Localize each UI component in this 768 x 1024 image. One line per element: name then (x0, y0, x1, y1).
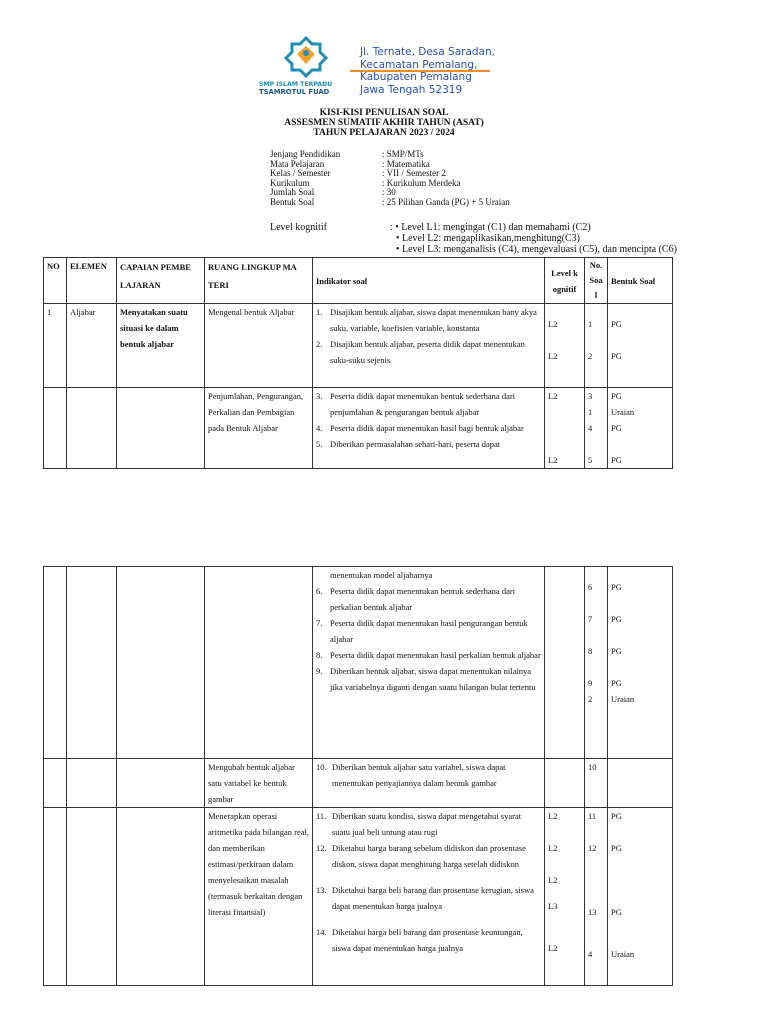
table-row: Menerapkan operasi aritmetika pada bilangan real, dan memberikan estimasi/perkiraan dalam menyelesaikan masalah (termasuk berkaitan dengan literasi finansial) 11. Diberikan suatu kondisi, siswa dapat mengetahui syarat suatu jual beli untung atau rugi 12. Diketahui harga barang sebelum didiskon dan prosentase diskon, siswa dapat menghitung harga setelah didiskon 13. Diketahui harga beli barang dan prosentase kerugian, siswa dapat menentukan harga jualnya 14. Diketahui harga beli barang dan prosentase keuntungan, siswa dapat menentukan harga jualnya L2 L2 L2 L3 L2 11 12 13 4 PG PG PG Uraian (44, 808, 673, 986)
kisi-table-page2 (43, 566, 673, 986)
school-logo (258, 36, 354, 98)
kognitif-levels: : • Level L1: mengingat (C1) dan memahami (C2) • Level L2: mengaplikasikan,menghitung(C3) • Level L3: menganalisis (C4), mengevaluasi (C5), dan mencipta (C6) (390, 222, 677, 255)
table-row: 1 Aljabar Menyatakan suatu situasi ke dalam bentuk aljabar Mengenal bentuk Aljabar 1. Disajikan bentuk aljabar, siswa dapat menentukan bany akya suku, variable, koefisien variable, konstanta 2. Disajikan bentuk aljabar, peserta didik dapat menentukan suku-suku sejenis L2 L2 1 2 PG PG (44, 304, 673, 388)
info-block: Jenjang Pendidikan : SMP/MTs Mata Pelajaran : Matematika Kelas / Semester : VII / Semester 2 Kurikulum : Kurikulum Merdeka Jumlah Soal : 30 Bentuk Soal : 25 Pilihan Ganda (PG) + 5 Uraian (270, 149, 510, 207)
svg-text:TSAMROTUL FUAD: TSAMROTUL FUAD (259, 88, 330, 96)
logo-emblem-icon (258, 36, 354, 98)
table-row: menentukan model aljabarnya 6. Peserta didik dapat menentukan bentuk sederhana dari perkalian bentuk aljabar 7. Peserta didik dapat menentukan hasil pengurangan bentuk aljabar 8. Peserta didik dapat menentukan hasil perkalian bentuk aljabar 9. Diberikan bentuk aljabar, siswa dapat menentukan nilainya jika variabelnya diganti dengan suatu bilangan bulat tertentu 6 7 8 9 2 PG PG PG PG Uraian (44, 567, 673, 759)
doc-title: KISI-KISI PENULISAN SOAL (319, 108, 449, 118)
kognitif-label: Level kognitif (270, 222, 327, 233)
table-row: Penjumlahan, Pengurangan, Perkalian dan Pembagian pada Bentuk Aljabar 3. Peserta didik dapat menentukan bentuk sederhana dari penjumlahan & pengurangan bentuk aljabar 4. Peserta didik dapat menentukan hasil bagi bentuk aljabar 5. Diberikan permasalahan sehari-hari, peserta dapat L2 L2 3 1 4 5 PG Uraian PG PG (44, 388, 673, 469)
doc-year: TAHUN PELAJARAN 2023 / 2024 (313, 128, 455, 138)
svg-text:SMP ISLAM TERPADU: SMP ISLAM TERPADU (259, 81, 333, 88)
table-row: Mengubah bentuk aljabar satu variabel ke bentuk gambar 10. Diberikan bentuk aljabar satu variabel, siswa dapat menentukan penyajiannya dalam bentuk gambar 10 (44, 759, 673, 808)
doc-subtitle: ASSESMEN SUMATIF AKHIR TAHUN (ASAT) (284, 118, 484, 128)
table-header-row: NO ELEMEN CAPAIAN PEMBE LAJARAN RUANG LINGKUP MA TERI Indikator soal Level k ognitif No. Soa l Bentuk Soal (44, 258, 673, 304)
kisi-table-page1 (43, 257, 673, 469)
school-address: Jl. Ternate, Desa Saradan, Kecamatan Pemalang, Kabupaten Pemalang Jawa Tengah 52319 (360, 46, 495, 96)
